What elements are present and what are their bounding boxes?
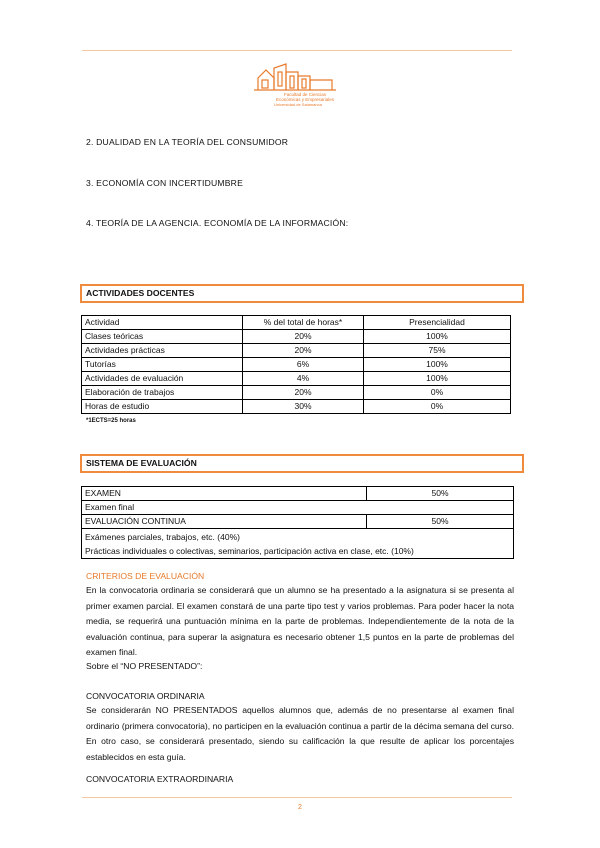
- table-cell: Clases teóricas: [82, 330, 243, 344]
- building-logo-icon: [252, 60, 342, 108]
- table-cell: Actividades prácticas: [82, 344, 243, 358]
- table-cell: 4%: [243, 372, 364, 386]
- table-cell: 50%: [367, 515, 514, 529]
- page-number: 2: [298, 804, 302, 811]
- table-row: [82, 330, 511, 344]
- table-cell: 30%: [243, 400, 364, 414]
- table-cell: 20%: [243, 386, 364, 400]
- table-cell: 0%: [364, 400, 511, 414]
- table-cell: Actividades de evaluación: [82, 372, 243, 386]
- footer-rule: [82, 797, 512, 798]
- table-cell: 100%: [364, 372, 511, 386]
- table-cell: EVALUACIÓN CONTINUA: [82, 515, 367, 529]
- table-cell: 6%: [243, 358, 364, 372]
- toc-item-2: 2. DUALIDAD EN LA TEORÍA DEL CONSUMIDOR: [86, 137, 289, 147]
- ordinaria-heading: CONVOCATORIA ORDINARIA: [86, 691, 205, 701]
- table-row: [82, 501, 514, 515]
- evaluacion-section-title: SISTEMA DE EVALUACIÓN: [80, 454, 524, 473]
- table-cell: 20%: [243, 330, 364, 344]
- table-cell: Examen final: [82, 501, 514, 515]
- table-cell: Elaboración de trabajos: [82, 386, 243, 400]
- toc-item-4: 4. TEORÍA DE LA AGENCIA. ECONOMÍA DE LA INFORMACIÓN:: [86, 218, 349, 228]
- table-header-cell: % del total de horas*: [243, 316, 364, 330]
- table-cell: 50%: [367, 487, 514, 501]
- actividades-table: [81, 315, 511, 414]
- table-row: [82, 344, 511, 358]
- table-cell: EXAMEN: [82, 487, 367, 501]
- table-row: [82, 386, 511, 400]
- table-cell: 20%: [243, 344, 364, 358]
- toc-item-3: 3. ECONOMÍA CON INCERTIDUMBRE: [86, 178, 244, 188]
- no-presentado-label: Sobre el “NO PRESENTADO”:: [86, 661, 203, 671]
- table-cell: Tutorías: [82, 358, 243, 372]
- logo-line-3: Universidad de Salamanca: [274, 102, 322, 107]
- ects-note: *1ECTS=25 horas: [86, 418, 136, 424]
- actividades-section-title: ACTIVIDADES DOCENTES: [80, 284, 524, 303]
- table-row: [82, 372, 511, 386]
- evaluacion-table: [81, 486, 514, 559]
- logo-line-2: Económicas y Empresariales: [276, 97, 335, 102]
- ordinaria-paragraph: Se considerarán NO PRESENTADOS aquellos alumnos que, además de no presentarse al examen final ordinario (primera convocatoria), no participen en la evaluación continua a partir de la décima semana del curso. En otro caso, se considerará presentado, siendo su calificación la que resulte de aplicar los porcentajes establecidos en esta guía.: [86, 705, 515, 762]
- table-cell: [82, 529, 514, 559]
- table-cell: 100%: [364, 330, 511, 344]
- table-cell: 0%: [364, 386, 511, 400]
- faculty-logo: [252, 60, 342, 108]
- criterios-heading: CRITERIOS DE EVALUACIÓN: [86, 571, 205, 581]
- continua-line-2: Prácticas individuales o colectivas, seminarios, participación activa en clase, etc. (10%): [85, 545, 414, 556]
- table-header-cell: Presencialidad: [364, 316, 511, 330]
- criterios-paragraph: En la convocatoria ordinaria se considerará que un alumno se ha presentado a la asignatura si se presenta al primer examen parcial. El examen constará de una parte tipo test y varios problemas. Para poder hacer la nota media, se requerirá una puntuación mínima en la parte de problemas. Independientemente de la nota de la evaluación continua, para superar la asignatura es necesario obtener 1,5 puntos en la parte de problemas del examen final.: [86, 585, 514, 657]
- table-header-row: [82, 316, 511, 330]
- continua-line-1: Exámenes parciales, trabajos, etc. (40%): [85, 531, 240, 542]
- logo-line-1: Facultad de Ciencias: [284, 92, 327, 97]
- header-rule: [82, 50, 512, 51]
- table-row: [82, 400, 511, 414]
- table-cell: Horas de estudio: [82, 400, 243, 414]
- extraordinaria-heading: CONVOCATORIA EXTRAORDINARIA: [86, 774, 234, 784]
- table-header-cell: Actividad: [82, 316, 243, 330]
- table-row: [82, 515, 514, 529]
- table-row: [82, 358, 511, 372]
- table-row: [82, 487, 514, 501]
- table-row: [82, 529, 514, 559]
- table-cell: 75%: [364, 344, 511, 358]
- table-cell: 100%: [364, 358, 511, 372]
